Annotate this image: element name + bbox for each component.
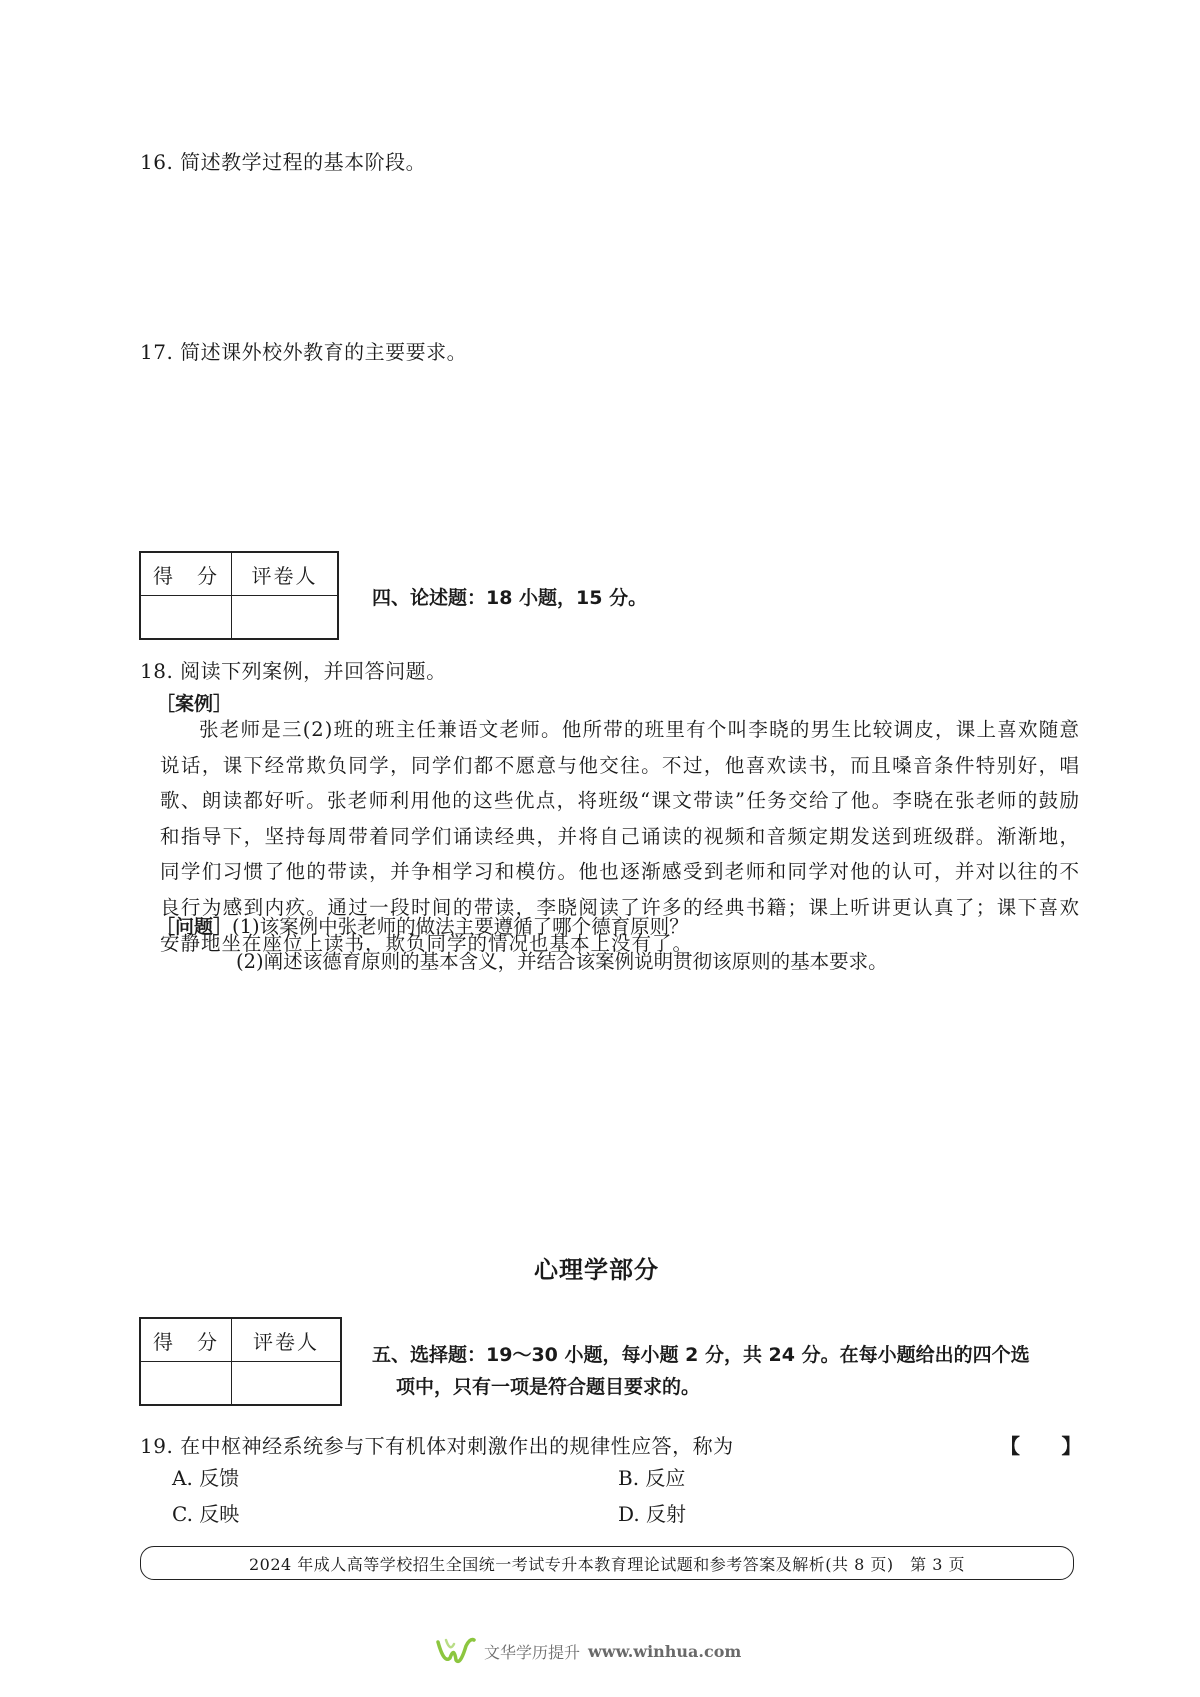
option-c[interactable]: C. 反映 — [172, 1502, 240, 1526]
question-1: (1)该案例中张老师的做法主要遵循了哪个德育原则？ — [232, 915, 689, 938]
case-paragraph: 张老师是三(2)班的班主任兼语文老师。他所带的班里有个叫李晓的男生比较调皮，课上喜欢随意说话，课下经常欺负同学，同学们都不愿意与他交往。不过，他喜欢读书，而且嗓音条件特别好，唱歌、朗读都好听。张老师利用他的这些优点，将班级“课文带读”任务交给了他。李晓在张老师的鼓励和指导下，坚持每周带着同学们诵读经典，并将自己诵读的视频和音频定期发送到班级群。渐渐地，同学们习惯了他的带读，并争相学习和模仿。他也逐渐感受到老师和同学对他的认可，并对以往的不良行为感到内疚。通过一段时间的带读，李晓阅读了许多的经典书籍；课上听讲更认真了；课下喜欢安静地坐在座位上读书，欺负同学的情况也基本上没有了。 — [160, 718, 1080, 955]
question-19-stem: 19. 在中枢神经系统参与下有机体对刺激作出的规律性应答，称为 — [140, 1434, 734, 1458]
watermark-url: www.winhua.com — [588, 1641, 742, 1661]
winhua-logo-icon — [436, 1636, 476, 1666]
question-18-stem: 18. 阅读下列案例，并回答问题。 — [140, 659, 447, 683]
question-line-1 — [156, 911, 689, 939]
footer-text: 2024 年成人高等学校招生全国统一考试专升本教育理论试题和参考答案及解析(共 8 页) 第 3 页 — [249, 1554, 965, 1574]
score-label: 得 分 — [140, 552, 232, 596]
section5-heading-line1: 五、选择题：19～30 小题，每小题 2 分，共 24 分。在每小题给出的四个选 — [372, 1344, 1030, 1366]
question-16: 16. 简述教学过程的基本阶段。 — [140, 150, 427, 174]
grader-cell[interactable] — [232, 1362, 342, 1406]
score-cell[interactable] — [140, 596, 232, 640]
section4-heading: 四、论述题：18 小题，15 分。 — [372, 587, 648, 609]
psych-section-title: 心理学部分 — [534, 1256, 659, 1284]
section5-heading-line2: 项中，只有一项是符合题目要求的。 — [396, 1376, 701, 1398]
option-d[interactable]: D. 反射 — [618, 1502, 687, 1526]
grader-label: 评卷人 — [232, 1318, 342, 1362]
score-table-section4 — [139, 551, 339, 640]
question-2: (2)阐述该德育原则的基本含义，并结合该案例说明贯彻该原则的基本要求。 — [236, 950, 888, 973]
case-label: ［案例］ — [156, 693, 233, 715]
watermark — [436, 1636, 741, 1666]
score-cell[interactable] — [140, 1362, 232, 1406]
score-table-section5 — [139, 1317, 342, 1406]
option-b[interactable]: B. 反应 — [618, 1466, 686, 1490]
question-label: ［问题］ — [156, 916, 233, 938]
score-label: 得 分 — [140, 1318, 232, 1362]
page-footer — [140, 1546, 1074, 1580]
grader-label: 评卷人 — [232, 552, 339, 596]
grader-cell[interactable] — [232, 596, 339, 640]
watermark-text: 文华学历提升 — [484, 1642, 581, 1662]
question-17: 17. 简述课外校外教育的主要要求。 — [140, 340, 468, 364]
option-a[interactable]: A. 反馈 — [172, 1466, 240, 1490]
answer-bracket[interactable]: 【 】 — [1000, 1434, 1082, 1458]
